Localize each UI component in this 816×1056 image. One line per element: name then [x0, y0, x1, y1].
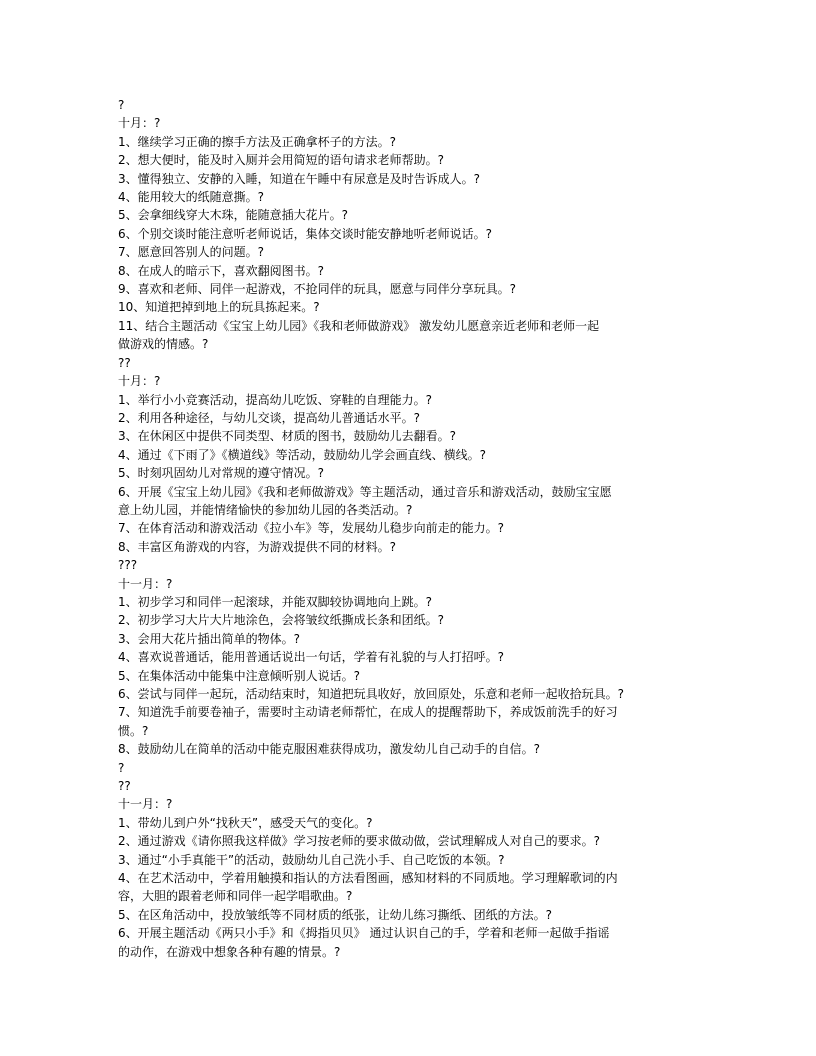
list-item: 5、会拿细线穿大木珠，能随意插大花片。? — [118, 208, 349, 223]
list-item-continuation: 做游戏的情感。? — [118, 337, 209, 352]
list-item: 4、通过《下雨了》《横道线》等活动，鼓励幼儿学会画直线、横线。? — [118, 447, 487, 462]
list-item: 4、喜欢说普通话，能用普通话说出一句话，学着有礼貌的与人打招呼。? — [118, 650, 505, 665]
list-item: 3、通过“小手真能干”的活动，鼓励幼儿自己洗小手、自己吃饭的本领。? — [118, 852, 505, 867]
list-item: 8、在成人的暗示下，喜欢翻阅图书。? — [118, 263, 325, 278]
list-item: 7、愿意回答别人的问题。? — [118, 245, 265, 260]
list-item: 11、结合主题活动《宝宝上幼儿园》《我和老师做游戏》 激发幼儿愿意亲近老师和老师一起 — [118, 318, 600, 333]
list-item-continuation: 意上幼儿园，并能情绪愉快的参加幼儿园的各类活动。? — [118, 502, 413, 517]
list-item: 3、会用大花片插出简单的物体。? — [118, 631, 301, 646]
list-item: 6、开展主题活动《两只小手》和《拇指贝贝》 通过认识自己的手，学着和老师一起做手指谣 — [118, 926, 610, 941]
list-item: 3、在休闲区中提供不同类型、材质的图书，鼓励幼儿去翻看。? — [118, 429, 457, 444]
list-item: 5、在区角活动中，投放皱纸等不同材质的纸张，让幼儿练习撕纸、团纸的方法。? — [118, 907, 553, 922]
list-item: 1、举行小小竞赛活动，提高幼儿吃饭、穿鞋的自理能力。? — [118, 392, 433, 407]
list-item: 4、能用较大的纸随意撕。? — [118, 190, 265, 205]
list-item-continuation: 容，大胆的跟着老师和同伴一起学唱歌曲。? — [118, 889, 353, 904]
list-item: 1、继续学习正确的擦手方法及正确拿杯子的方法。? — [118, 134, 397, 149]
list-item: 8、鼓励幼儿在简单的活动中能克服困难获得成功，激发幼儿自己动手的自信。? — [118, 742, 541, 757]
list-item: 7、知道洗手前要卷袖子，需要时主动请老师帮忙，在成人的提醒帮助下，养成饭前洗手的好习 — [118, 705, 618, 720]
text-line: ?? — [118, 355, 131, 370]
text-line: ? — [118, 98, 125, 112]
section-heading: 十月：? — [118, 116, 161, 131]
list-item: 1、带幼儿到户外“找秋天”，感受天气的变化。? — [118, 815, 373, 830]
list-item: 4、在艺术活动中，学着用触摸和指认的方法看图画，感知材料的不同质地。学习理解歌词的内 — [118, 871, 618, 886]
list-item: 9、喜欢和老师、同伴一起游戏，不抢同伴的玩具，愿意与同伴分享玩具。? — [118, 282, 517, 297]
list-item: 6、尝试与同伴一起玩，活动结束时，知道把玩具收好，放回原处，乐意和老师一起收拾玩具。? — [118, 687, 625, 701]
list-item: 1、初步学习和同伴一起滚球，并能双脚较协调地向上跳。? — [118, 594, 433, 609]
text-line: ??? — [118, 558, 138, 573]
list-item: 10、知道把掉到地上的玩具拣起来。? — [118, 300, 320, 315]
document-body — [118, 96, 708, 961]
list-item: 5、在集体活动中能集中注意倾听别人说话。? — [118, 668, 361, 683]
text-line: ? — [118, 760, 125, 775]
list-item-continuation: 的动作，在游戏中想象各种有趣的情景。? — [118, 944, 341, 959]
list-item: 7、在体育活动和游戏活动《拉小车》等，发展幼儿稳步向前走的能力。? — [118, 521, 505, 536]
list-item: 6、个别交谈时能注意听老师说话，集体交谈时能安静地听老师说话。? — [118, 226, 493, 241]
text-line: ?? — [118, 779, 131, 794]
list-item: 8、丰富区角游戏的内容，为游戏提供不同的材料。? — [118, 539, 397, 554]
list-item-continuation: 惯。? — [118, 723, 149, 738]
section-heading: 十一月：? — [118, 797, 173, 812]
list-item: 5、时刻巩固幼儿对常规的遵守情况。? — [118, 466, 325, 481]
list-item: 2、想大便时，能及时入厕并会用简短的语句请求老师帮助。? — [118, 153, 445, 168]
list-item: 2、利用各种途径，与幼儿交谈，提高幼儿普通话水平。? — [118, 410, 421, 425]
section-heading: 十月：? — [118, 374, 161, 389]
list-item: 2、初步学习大片大片地涂色，会将皱纹纸撕成长条和团纸。? — [118, 613, 445, 628]
list-item: 2、通过游戏《请你照我这样做》学习按老师的要求做动做，尝试理解成人对自己的要求。? — [118, 834, 601, 849]
list-item: 6、开展《宝宝上幼儿园》《我和老师做游戏》等主题活动，通过音乐和游戏活动，鼓励宝宝愿 — [118, 484, 612, 499]
list-item: 3、懂得独立、安静的入睡，知道在午睡中有尿意是及时告诉成人。? — [118, 171, 481, 186]
section-heading: 十一月：? — [118, 576, 173, 591]
